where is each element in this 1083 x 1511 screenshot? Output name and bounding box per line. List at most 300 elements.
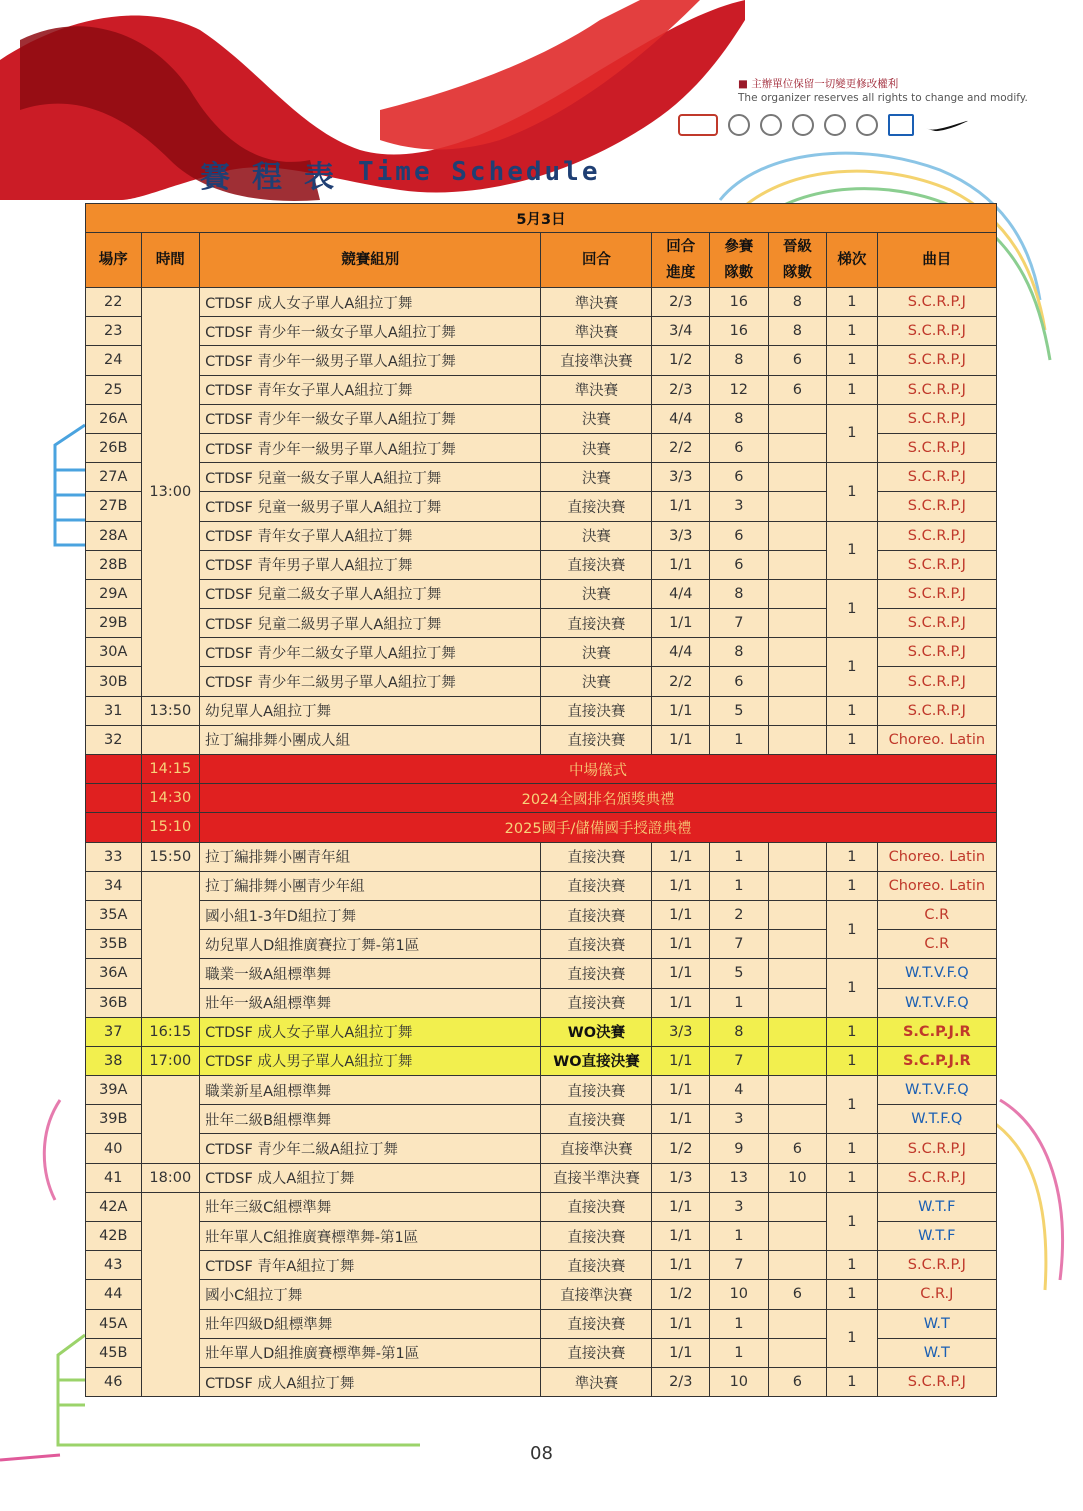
heat-cell: 1 [827, 1163, 877, 1192]
advance-cell [768, 725, 827, 754]
entries-cell: 8 [710, 638, 769, 667]
header-round: 回合 [541, 233, 652, 288]
music-cell: S.C.R.P.J [877, 609, 996, 638]
advance-cell [768, 521, 827, 550]
heat-cell: 1 [827, 1076, 877, 1134]
table-row [86, 1046, 997, 1075]
advance-cell [768, 463, 827, 492]
music-cell: W.T.F.Q [877, 1105, 996, 1134]
round-cell: 決賽 [541, 579, 652, 608]
progress-cell: 1/1 [652, 1338, 710, 1367]
progress-cell: 1/1 [652, 1076, 710, 1105]
heat-cell: 1 [827, 959, 877, 1017]
category-cell: CTDSF 青年A組拉丁舞 [200, 1251, 541, 1280]
round-cell: 直接決賽 [541, 900, 652, 929]
entries-cell: 6 [710, 463, 769, 492]
category-cell: 壯年三級C組標準舞 [200, 1192, 541, 1221]
category-cell: CTDSF 成人A組拉丁舞 [200, 1163, 541, 1192]
table-row [86, 1309, 997, 1338]
header-progress-line2: 進度 [666, 265, 696, 281]
page-title-en: Time Schedule [358, 157, 601, 187]
music-cell: W.T [877, 1338, 996, 1367]
order-cell [86, 813, 142, 842]
ceremony-label: 2024全國排名頒獎典禮 [200, 784, 997, 813]
order-cell: 34 [86, 871, 142, 900]
progress-cell: 4/4 [652, 404, 710, 433]
music-cell: W.T.F [877, 1192, 996, 1221]
time-cell: 13:00 [141, 288, 200, 697]
category-cell: CTDSF 成人女子單人A組拉丁舞 [200, 288, 541, 317]
category-cell: CTDSF 青年男子單人A組拉丁舞 [200, 550, 541, 579]
order-cell: 41 [86, 1163, 142, 1192]
entries-cell: 3 [710, 1105, 769, 1134]
round-cell: 直接準決賽 [541, 346, 652, 375]
advance-cell [768, 609, 827, 638]
round-cell: 直接決賽 [541, 871, 652, 900]
progress-cell: 4/4 [652, 579, 710, 608]
music-cell: W.T.V.F.Q [877, 959, 996, 988]
order-cell: 31 [86, 696, 142, 725]
order-cell: 28A [86, 521, 142, 550]
page-number: 08 [530, 1443, 553, 1464]
entries-cell: 6 [710, 550, 769, 579]
advance-cell [768, 988, 827, 1017]
round-cell: 直接決賽 [541, 988, 652, 1017]
round-cell: WO決賽 [541, 1017, 652, 1046]
header-entries [710, 233, 769, 288]
category-cell: 國小C組拉丁舞 [200, 1280, 541, 1309]
entries-cell: 13 [710, 1163, 769, 1192]
music-cell: S.C.R.P.J [877, 317, 996, 346]
progress-cell: 3/3 [652, 521, 710, 550]
round-cell: 直接決賽 [541, 1251, 652, 1280]
advance-cell: 8 [768, 317, 827, 346]
heat-cell: 1 [827, 1309, 877, 1367]
round-cell: 直接決賽 [541, 1192, 652, 1221]
progress-cell: 1/1 [652, 1046, 710, 1075]
music-cell: S.C.R.P.J [877, 579, 996, 608]
table-row [86, 404, 997, 433]
table-row [86, 900, 997, 929]
order-cell: 33 [86, 842, 142, 871]
music-cell: Choreo. Latin [877, 871, 996, 900]
music-cell: S.C.R.P.J [877, 638, 996, 667]
entries-cell: 6 [710, 521, 769, 550]
order-cell: 29A [86, 579, 142, 608]
category-cell: CTDSF 青少年二級男子單人A組拉丁舞 [200, 667, 541, 696]
entries-cell: 7 [710, 1046, 769, 1075]
heat-cell: 1 [827, 1251, 877, 1280]
advance-cell [768, 1251, 827, 1280]
order-cell: 29B [86, 609, 142, 638]
progress-cell: 3/4 [652, 317, 710, 346]
order-cell: 38 [86, 1046, 142, 1075]
round-cell: 直接決賽 [541, 930, 652, 959]
time-cell: 13:50 [141, 696, 200, 725]
music-cell: S.C.R.P.J [877, 1163, 996, 1192]
time-cell [141, 1192, 200, 1396]
progress-cell: 2/3 [652, 375, 710, 404]
table-row [86, 842, 997, 871]
progress-cell: 1/2 [652, 346, 710, 375]
table-row [86, 871, 997, 900]
advance-cell [768, 667, 827, 696]
header-order: 場序 [86, 233, 142, 288]
table-row [86, 1251, 997, 1280]
time-cell: 15:10 [141, 813, 200, 842]
order-cell: 26B [86, 433, 142, 462]
heat-cell: 1 [827, 375, 877, 404]
sports-administration-logo [760, 114, 782, 136]
music-cell: S.C.R.P.J [877, 667, 996, 696]
music-cell: Choreo. Latin [877, 842, 996, 871]
progress-cell: 2/3 [652, 288, 710, 317]
order-cell: 35A [86, 900, 142, 929]
advance-cell [768, 579, 827, 608]
table-row [86, 1163, 997, 1192]
table-row [86, 579, 997, 608]
olympic-committee-logo [792, 114, 814, 136]
category-cell: 拉丁編排舞小團成人組 [200, 725, 541, 754]
progress-cell: 2/3 [652, 1367, 710, 1396]
progress-cell: 1/1 [652, 1222, 710, 1251]
advance-cell: 6 [768, 1134, 827, 1163]
entries-cell: 2 [710, 900, 769, 929]
advance-cell: 10 [768, 1163, 827, 1192]
table-row [86, 521, 997, 550]
progress-cell: 1/1 [652, 725, 710, 754]
category-cell: CTDSF 青年女子單人A組拉丁舞 [200, 375, 541, 404]
advance-cell [768, 900, 827, 929]
heat-cell: 1 [827, 1367, 877, 1396]
entries-cell: 16 [710, 288, 769, 317]
category-cell: CTDSF 兒童二級女子單人A組拉丁舞 [200, 579, 541, 608]
category-cell: CTDSF 青少年二級女子單人A組拉丁舞 [200, 638, 541, 667]
category-cell: CTDSF 青少年一級男子單人A組拉丁舞 [200, 433, 541, 462]
entries-cell: 5 [710, 696, 769, 725]
heat-cell: 1 [827, 288, 877, 317]
order-cell: 45B [86, 1338, 142, 1367]
progress-cell: 1/1 [652, 842, 710, 871]
progress-cell: 1/1 [652, 550, 710, 579]
table-row [86, 1076, 997, 1105]
heat-cell: 1 [827, 900, 877, 958]
round-cell: 決賽 [541, 404, 652, 433]
category-cell: 壯年一級A組標準舞 [200, 988, 541, 1017]
category-cell: 壯年單人C組推廣賽標準舞-第1區 [200, 1222, 541, 1251]
entries-cell: 1 [710, 1309, 769, 1338]
advance-cell [768, 1105, 827, 1134]
header-advance [768, 233, 827, 288]
progress-cell: 1/1 [652, 696, 710, 725]
round-cell: 直接決賽 [541, 959, 652, 988]
category-cell: CTDSF 兒童一級女子單人A組拉丁舞 [200, 463, 541, 492]
heat-cell: 1 [827, 871, 877, 900]
time-cell [141, 871, 200, 1017]
advance-cell [768, 871, 827, 900]
entries-cell: 1 [710, 871, 769, 900]
table-row [86, 1192, 997, 1221]
category-cell: 拉丁編排舞小團青年組 [200, 842, 541, 871]
order-cell: 30B [86, 667, 142, 696]
advance-cell: 6 [768, 375, 827, 404]
music-cell: S.C.R.P.J [877, 404, 996, 433]
progress-cell: 1/1 [652, 959, 710, 988]
category-cell: 國小組1-3年D組拉丁舞 [200, 900, 541, 929]
order-cell [86, 784, 142, 813]
progress-cell: 1/1 [652, 900, 710, 929]
round-cell: 直接準決賽 [541, 1280, 652, 1309]
order-cell: 42A [86, 1192, 142, 1221]
category-cell: 職業新星A組標準舞 [200, 1076, 541, 1105]
heat-cell: 1 [827, 696, 877, 725]
advance-cell [768, 959, 827, 988]
entries-cell: 7 [710, 1251, 769, 1280]
advance-cell: 6 [768, 1280, 827, 1309]
header-entries-line1: 參賽 [724, 239, 754, 255]
entries-cell: 7 [710, 609, 769, 638]
category-cell: CTDSF 青少年一級女子單人A組拉丁舞 [200, 404, 541, 433]
progress-cell: 1/1 [652, 492, 710, 521]
table-row [86, 696, 997, 725]
music-cell: W.T [877, 1309, 996, 1338]
advance-cell: 8 [768, 288, 827, 317]
progress-cell: 1/1 [652, 930, 710, 959]
entries-cell: 8 [710, 1017, 769, 1046]
sports-federation-logo [824, 114, 846, 136]
advance-cell: 6 [768, 346, 827, 375]
advance-cell [768, 1076, 827, 1105]
header-progress [652, 233, 710, 288]
music-cell: S.C.R.P.J [877, 375, 996, 404]
header-music: 曲目 [877, 233, 996, 288]
table-row [86, 1367, 997, 1396]
order-cell: 39A [86, 1076, 142, 1105]
advance-cell [768, 1222, 827, 1251]
category-cell: CTDSF 青少年一級男子單人A組拉丁舞 [200, 346, 541, 375]
table-row [86, 346, 997, 375]
entries-cell: 10 [710, 1367, 769, 1396]
order-cell: 43 [86, 1251, 142, 1280]
taiwan-games-logo [856, 114, 878, 136]
round-cell: 直接決賽 [541, 609, 652, 638]
round-cell: 準決賽 [541, 288, 652, 317]
music-cell: S.C.R.P.J [877, 1251, 996, 1280]
order-cell: 45A [86, 1309, 142, 1338]
table-row [86, 1280, 997, 1309]
header-entries-line2: 隊數 [724, 265, 754, 281]
music-cell: W.T.V.F.Q [877, 1076, 996, 1105]
page-title-zh: 賽程表 [200, 160, 356, 195]
order-cell: 32 [86, 725, 142, 754]
music-cell: S.C.R.P.J [877, 463, 996, 492]
order-cell: 42B [86, 1222, 142, 1251]
order-cell [86, 755, 142, 784]
advance-cell [768, 1338, 827, 1367]
entries-cell: 16 [710, 317, 769, 346]
heat-cell: 1 [827, 1046, 877, 1075]
nike-swoosh-logo [924, 118, 972, 132]
order-cell: 44 [86, 1280, 142, 1309]
advance-cell [768, 696, 827, 725]
entries-cell: 4 [710, 1076, 769, 1105]
heat-cell: 1 [827, 463, 877, 521]
table-row [86, 638, 997, 667]
heat-cell: 1 [827, 1134, 877, 1163]
progress-cell: 1/1 [652, 988, 710, 1017]
music-cell: S.C.R.P.J [877, 433, 996, 462]
ceremony-row [86, 813, 997, 842]
heat-cell: 1 [827, 842, 877, 871]
time-cell: 15:50 [141, 842, 200, 871]
progress-cell: 4/4 [652, 638, 710, 667]
round-cell: 直接決賽 [541, 1222, 652, 1251]
order-cell: 40 [86, 1134, 142, 1163]
dancesport-association-logo [728, 114, 750, 136]
category-cell: CTDSF 青少年二級A組拉丁舞 [200, 1134, 541, 1163]
time-cell [141, 725, 200, 754]
heat-cell: 1 [827, 1192, 877, 1250]
heat-cell: 1 [827, 317, 877, 346]
heat-cell: 1 [827, 579, 877, 637]
round-cell: 直接準決賽 [541, 1134, 652, 1163]
progress-cell: 3/3 [652, 463, 710, 492]
sponsor-logos [678, 112, 1038, 138]
music-cell: S.C.P.J.R [877, 1046, 996, 1075]
round-cell: 準決賽 [541, 317, 652, 346]
table-row [86, 1017, 997, 1046]
music-cell: S.C.R.P.J [877, 696, 996, 725]
time-cell: 17:00 [141, 1046, 200, 1075]
time-cell [141, 1076, 200, 1164]
progress-cell: 2/2 [652, 433, 710, 462]
schedule-body [86, 288, 997, 1397]
music-cell: S.C.R.P.J [877, 521, 996, 550]
taipei-logo [888, 114, 914, 136]
organizer-notice [738, 77, 1028, 105]
order-cell: 25 [86, 375, 142, 404]
round-cell: 直接決賽 [541, 1105, 652, 1134]
order-cell: 27A [86, 463, 142, 492]
round-cell: WO直接決賽 [541, 1046, 652, 1075]
music-cell: C.R [877, 900, 996, 929]
entries-cell: 8 [710, 404, 769, 433]
category-cell: 幼兒單人D組推廣賽拉丁舞-第1區 [200, 930, 541, 959]
advance-cell [768, 1046, 827, 1075]
entries-cell: 9 [710, 1134, 769, 1163]
music-cell: W.T.F [877, 1222, 996, 1251]
advance-cell [768, 433, 827, 462]
entries-cell: 1 [710, 988, 769, 1017]
world-dancesport-federation-logo [678, 114, 718, 136]
music-cell: S.C.R.P.J [877, 1367, 996, 1396]
order-cell: 22 [86, 288, 142, 317]
heat-cell: 1 [827, 1017, 877, 1046]
header-advance-line1: 晉級 [782, 239, 812, 255]
entries-cell: 7 [710, 930, 769, 959]
advance-cell [768, 638, 827, 667]
order-cell: 24 [86, 346, 142, 375]
progress-cell: 1/2 [652, 1134, 710, 1163]
entries-cell: 3 [710, 492, 769, 521]
round-cell: 直接決賽 [541, 550, 652, 579]
header-progress-line1: 回合 [666, 239, 696, 255]
order-cell: 27B [86, 492, 142, 521]
progress-cell: 1/1 [652, 1309, 710, 1338]
music-cell: S.C.R.P.J [877, 492, 996, 521]
round-cell: 直接決賽 [541, 1309, 652, 1338]
entries-cell: 5 [710, 959, 769, 988]
heat-cell: 1 [827, 725, 877, 754]
entries-cell: 3 [710, 1192, 769, 1221]
entries-cell: 6 [710, 667, 769, 696]
round-cell: 直接決賽 [541, 696, 652, 725]
table-row [86, 317, 997, 346]
category-cell: CTDSF 兒童二級男子單人A組拉丁舞 [200, 609, 541, 638]
heat-cell: 1 [827, 638, 877, 696]
category-cell: CTDSF 青少年一級女子單人A組拉丁舞 [200, 317, 541, 346]
header-time: 時間 [141, 233, 200, 288]
advance-cell [768, 404, 827, 433]
order-cell: 23 [86, 317, 142, 346]
round-cell: 決賽 [541, 667, 652, 696]
ceremony-label: 中場儀式 [200, 755, 997, 784]
header-heat: 梯次 [827, 233, 877, 288]
notice-en: The organizer reserves all rights to change and modify. [738, 92, 1028, 104]
category-cell: 壯年二級B組標準舞 [200, 1105, 541, 1134]
round-cell: 直接決賽 [541, 1338, 652, 1367]
round-cell: 直接決賽 [541, 1076, 652, 1105]
entries-cell: 1 [710, 1338, 769, 1367]
header-advance-line2: 隊數 [782, 265, 812, 281]
round-cell: 決賽 [541, 433, 652, 462]
round-cell: 準決賽 [541, 1367, 652, 1396]
time-cell: 18:00 [141, 1163, 200, 1192]
music-cell: S.C.R.P.J [877, 1134, 996, 1163]
category-cell: 職業一級A組標準舞 [200, 959, 541, 988]
progress-cell: 1/1 [652, 1105, 710, 1134]
music-cell: S.C.R.P.J [877, 550, 996, 579]
heat-cell: 1 [827, 346, 877, 375]
advance-cell [768, 1192, 827, 1221]
progress-cell: 1/1 [652, 1251, 710, 1280]
table-row [86, 375, 997, 404]
category-cell: CTDSF 成人男子單人A組拉丁舞 [200, 1046, 541, 1075]
advance-cell [768, 492, 827, 521]
advance-cell [768, 1309, 827, 1338]
header-category: 競賽組別 [200, 233, 541, 288]
category-cell: CTDSF 青年女子單人A組拉丁舞 [200, 521, 541, 550]
table-row [86, 959, 997, 988]
heat-cell: 1 [827, 1280, 877, 1309]
table-row [86, 725, 997, 754]
time-cell: 14:15 [141, 755, 200, 784]
time-cell: 16:15 [141, 1017, 200, 1046]
table-row [86, 463, 997, 492]
notice-zh: ■ 主辦單位保留一切變更修改權利 [738, 78, 899, 90]
order-cell: 35B [86, 930, 142, 959]
order-cell: 36B [86, 988, 142, 1017]
order-cell: 36A [86, 959, 142, 988]
advance-cell [768, 930, 827, 959]
entries-cell: 1 [710, 725, 769, 754]
category-cell: CTDSF 兒童一級男子單人A組拉丁舞 [200, 492, 541, 521]
progress-cell: 1/1 [652, 1192, 710, 1221]
order-cell: 37 [86, 1017, 142, 1046]
round-cell: 決賽 [541, 463, 652, 492]
progress-cell: 1/1 [652, 609, 710, 638]
round-cell: 直接決賽 [541, 725, 652, 754]
